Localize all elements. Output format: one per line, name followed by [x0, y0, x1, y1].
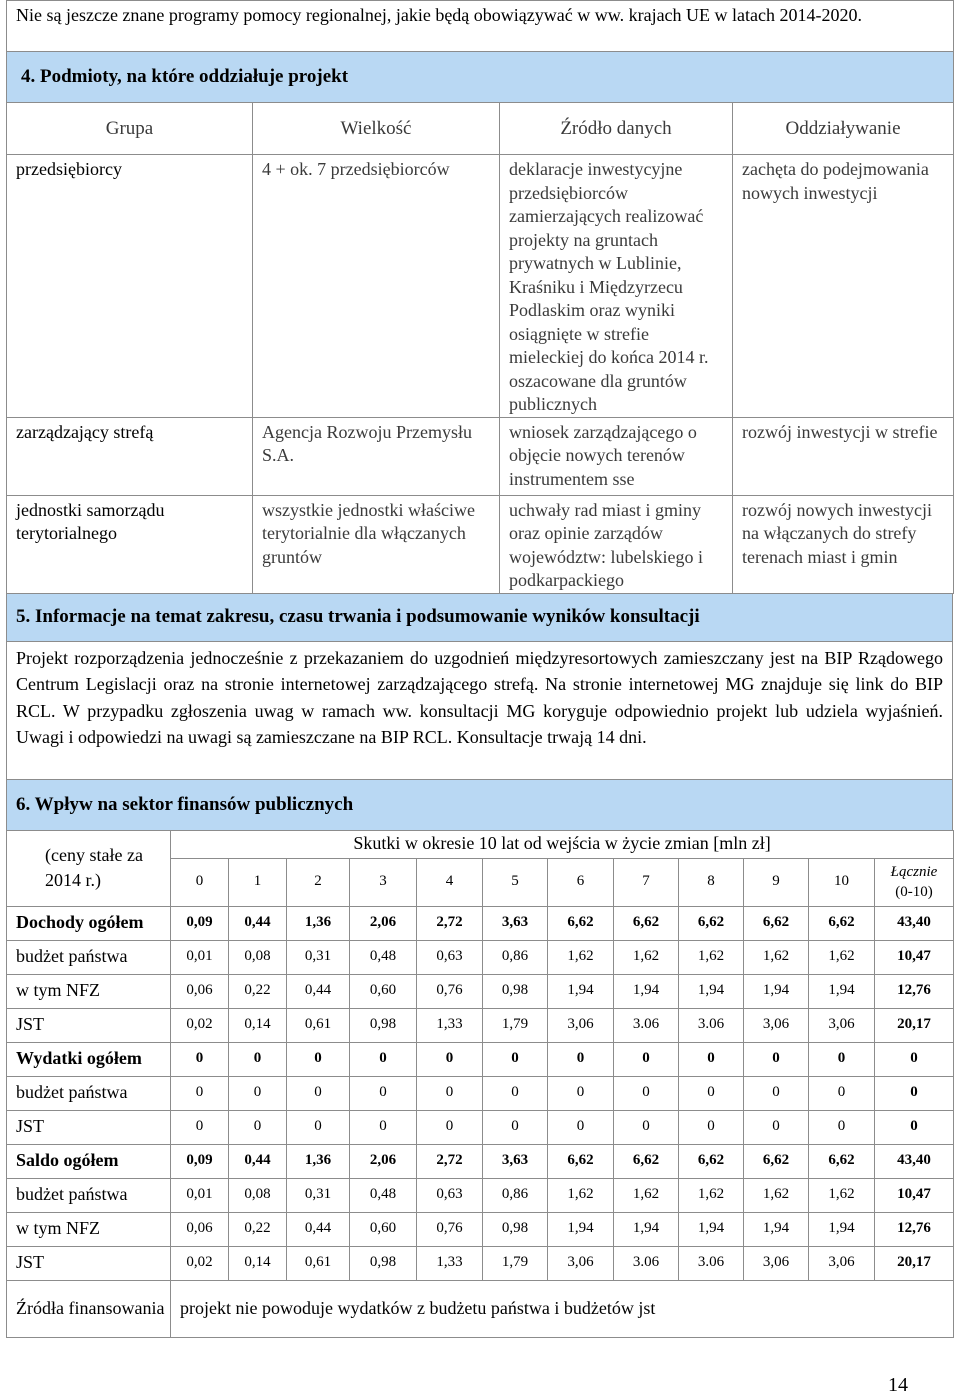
value-cell: 0 [809, 1076, 875, 1110]
cell-grupa: przedsiębiorcy [7, 155, 253, 418]
value-cell: 0 [287, 1110, 350, 1144]
value-cell: 1,94 [679, 974, 744, 1008]
cell-zrodlo: deklaracje inwestycyjne przedsiębiorców zamierzających realizować projekty na gruntach prywatnych w Lublinie, Kraśniku i Międzyrzecu Podlaskim oraz wyniki osiągnięte w strefie mieleckiej do końca 2014 r. oszacowane dla gruntów publicznych [500, 155, 733, 418]
value-cell: 0,44 [229, 906, 287, 940]
total-cell: 43,40 [875, 1144, 954, 1178]
year-header: 1 [229, 858, 287, 906]
value-cell: 0 [417, 1110, 483, 1144]
section6-title: 6. Wpływ na sektor finansów publicznych [7, 779, 953, 830]
value-cell: 0,63 [417, 1178, 483, 1212]
value-cell: 0,31 [287, 1178, 350, 1212]
row-label: JST [7, 1246, 171, 1280]
value-cell: 6,62 [614, 906, 679, 940]
value-cell: 0,61 [287, 1008, 350, 1042]
row-label: Dochody ogółem [7, 906, 171, 940]
cell-wielkosc: Agencja Rozwoju Przemysłu S.A. [253, 417, 500, 495]
value-cell: 0,08 [229, 940, 287, 974]
value-cell: 6,62 [809, 1144, 875, 1178]
value-cell: 1,62 [614, 1178, 679, 1212]
effects-header: Skutki w okresie 10 lat od wejścia w życie zmian [mln zł] [171, 830, 954, 858]
table-row [7, 495, 954, 593]
total-header [875, 858, 954, 906]
value-cell: 0 [229, 1076, 287, 1110]
table-row [7, 1076, 954, 1110]
row-label: Wydatki ogółem [7, 1042, 171, 1076]
value-cell: 0,44 [229, 1144, 287, 1178]
value-cell: 1,94 [548, 1212, 614, 1246]
value-cell: 0,98 [350, 1008, 417, 1042]
value-cell: 0,14 [229, 1008, 287, 1042]
value-cell: 0,98 [483, 1212, 548, 1246]
col-header-oddzialywanie: Oddziaływanie [733, 103, 954, 155]
cell-grupa: jednostki samorządu terytorialnego [7, 495, 253, 593]
section4-title: 4. Podmioty, na które oddziałuje projekt [7, 52, 954, 103]
year-header: 3 [350, 858, 417, 906]
value-cell: 0 [809, 1042, 875, 1076]
value-cell: 1,94 [744, 974, 809, 1008]
cell-wielkosc: wszystkie jednostki właściwe terytorialnie dla włączanych gruntów [253, 495, 500, 593]
price-basis-label: (ceny stałe za 2014 r.) [7, 830, 171, 906]
value-cell: 2,72 [417, 1144, 483, 1178]
table-row [7, 1110, 954, 1144]
value-cell: 0,06 [171, 974, 229, 1008]
value-cell: 0 [809, 1110, 875, 1144]
value-cell: 3,06 [548, 1246, 614, 1280]
value-cell: 0 [483, 1076, 548, 1110]
section4-table [6, 0, 954, 594]
value-cell: 0 [171, 1042, 229, 1076]
table-row [7, 1008, 954, 1042]
value-cell: 0,76 [417, 974, 483, 1008]
table-row [7, 155, 954, 418]
value-cell: 3,06 [809, 1246, 875, 1280]
value-cell: 1,62 [548, 1178, 614, 1212]
value-cell: 1,62 [744, 1178, 809, 1212]
value-cell: 6,62 [548, 906, 614, 940]
sources-label: Źródła finansowania [7, 1280, 171, 1337]
value-cell: 1,62 [809, 1178, 875, 1212]
value-cell: 0 [350, 1076, 417, 1110]
value-cell: 0 [679, 1110, 744, 1144]
value-cell: 1,36 [287, 906, 350, 940]
value-cell: 6,62 [614, 1144, 679, 1178]
value-cell: 1,62 [679, 1178, 744, 1212]
value-cell: 0 [350, 1110, 417, 1144]
value-cell: 2,06 [350, 1144, 417, 1178]
value-cell: 0,63 [417, 940, 483, 974]
cell-oddzialywanie: rozwój nowych inwestycji na włączanych do strefy terenach miast i gmin [733, 495, 954, 593]
value-cell: 6,62 [809, 906, 875, 940]
value-cell: 0,86 [483, 1178, 548, 1212]
value-cell: 1,33 [417, 1008, 483, 1042]
value-cell: 1,94 [614, 974, 679, 1008]
value-cell: 0 [614, 1076, 679, 1110]
value-cell: 0,60 [350, 974, 417, 1008]
row-label: budżet państwa [7, 1178, 171, 1212]
value-cell: 1,62 [614, 940, 679, 974]
value-cell: 3.06 [614, 1246, 679, 1280]
value-cell: 0,31 [287, 940, 350, 974]
table-row [7, 906, 954, 940]
total-cell: 20,17 [875, 1008, 954, 1042]
value-cell: 0 [171, 1110, 229, 1144]
value-cell: 1,79 [483, 1246, 548, 1280]
value-cell: 1,62 [548, 940, 614, 974]
table-row [7, 1144, 954, 1178]
value-cell: 0 [417, 1042, 483, 1076]
value-cell: 1,62 [679, 940, 744, 974]
value-cell: 0 [744, 1076, 809, 1110]
value-cell: 0,44 [287, 974, 350, 1008]
value-cell: 0 [287, 1042, 350, 1076]
value-cell: 3,06 [809, 1008, 875, 1042]
section5-table [6, 593, 953, 831]
value-cell: 6,62 [679, 906, 744, 940]
value-cell: 0,01 [171, 1178, 229, 1212]
row-label: JST [7, 1008, 171, 1042]
value-cell: 0 [548, 1110, 614, 1144]
value-cell: 0 [483, 1042, 548, 1076]
row-label: w tym NFZ [7, 1212, 171, 1246]
value-cell: 6,62 [744, 906, 809, 940]
value-cell: 0,01 [171, 940, 229, 974]
total-label: Łącznie [890, 864, 938, 880]
intro-paragraph: Nie są jeszcze znane programy pomocy regionalnej, jakie będą obowiązywać w ww. krajach UE w latach 2014-2020. [7, 1, 954, 52]
value-cell: 0 [171, 1076, 229, 1110]
value-cell: 0,76 [417, 1212, 483, 1246]
value-cell: 0 [483, 1110, 548, 1144]
value-cell: 6,62 [744, 1144, 809, 1178]
value-cell: 2,72 [417, 906, 483, 940]
value-cell: 0 [679, 1076, 744, 1110]
value-cell: 0 [744, 1110, 809, 1144]
value-cell: 1,36 [287, 1144, 350, 1178]
total-cell: 10,47 [875, 940, 954, 974]
total-cell: 20,17 [875, 1246, 954, 1280]
total-cell: 0 [875, 1110, 954, 1144]
table-row [7, 1042, 954, 1076]
cell-zrodlo: wniosek zarządzającego o objęcie nowych terenów instrumentem sse [500, 417, 733, 495]
total-cell: 12,76 [875, 974, 954, 1008]
value-cell: 1,62 [744, 940, 809, 974]
sources-text: projekt nie powoduje wydatków z budżetu państwa i budżetów jst [171, 1280, 954, 1337]
row-label: JST [7, 1110, 171, 1144]
value-cell: 3,06 [548, 1008, 614, 1042]
value-cell: 3,06 [744, 1246, 809, 1280]
value-cell: 0 [350, 1042, 417, 1076]
total-cell: 43,40 [875, 906, 954, 940]
value-cell: 1,79 [483, 1008, 548, 1042]
value-cell: 3,63 [483, 906, 548, 940]
value-cell: 0,48 [350, 940, 417, 974]
value-cell: 0 [287, 1076, 350, 1110]
total-cell: 0 [875, 1042, 954, 1076]
table-row [7, 1246, 954, 1280]
value-cell: 3.06 [614, 1008, 679, 1042]
value-cell: 0,61 [287, 1246, 350, 1280]
year-header: 5 [483, 858, 548, 906]
value-cell: 0 [548, 1076, 614, 1110]
year-header: 7 [614, 858, 679, 906]
value-cell: 0,98 [350, 1246, 417, 1280]
year-header: 0 [171, 858, 229, 906]
value-cell: 0 [548, 1042, 614, 1076]
value-cell: 0,48 [350, 1178, 417, 1212]
value-cell: 3.06 [679, 1008, 744, 1042]
table-row [7, 1178, 954, 1212]
year-header: 8 [679, 858, 744, 906]
year-header: 9 [744, 858, 809, 906]
value-cell: 2,06 [350, 906, 417, 940]
col-header-wielkosc: Wielkość [253, 103, 500, 155]
value-cell: 0,09 [171, 906, 229, 940]
value-cell: 0,86 [483, 940, 548, 974]
year-header: 4 [417, 858, 483, 906]
value-cell: 1,94 [809, 1212, 875, 1246]
value-cell: 0 [229, 1042, 287, 1076]
value-cell: 1,94 [548, 974, 614, 1008]
value-cell: 0 [614, 1042, 679, 1076]
page-number: 14 [888, 1374, 908, 1396]
col-header-zrodlo: Źródło danych [500, 103, 733, 155]
total-range: (0-10) [895, 884, 933, 900]
value-cell: 1,94 [679, 1212, 744, 1246]
value-cell: 3.06 [679, 1246, 744, 1280]
table-row [7, 940, 954, 974]
cell-grupa: zarządzający strefą [7, 417, 253, 495]
value-cell: 0 [679, 1042, 744, 1076]
row-label: w tym NFZ [7, 974, 171, 1008]
total-cell: 12,76 [875, 1212, 954, 1246]
section5-title: 5. Informacje na temat zakresu, czasu trwania i podsumowanie wyników konsultacji [7, 593, 953, 641]
value-cell: 0,02 [171, 1008, 229, 1042]
year-header: 2 [287, 858, 350, 906]
value-cell: 1,33 [417, 1246, 483, 1280]
value-cell: 0 [614, 1110, 679, 1144]
col-header-grupa: Grupa [7, 103, 253, 155]
year-header: 6 [548, 858, 614, 906]
table-row [7, 1212, 954, 1246]
row-label: budżet państwa [7, 1076, 171, 1110]
value-cell: 1,94 [744, 1212, 809, 1246]
value-cell: 0,02 [171, 1246, 229, 1280]
value-cell: 6,62 [679, 1144, 744, 1178]
value-cell: 0,22 [229, 974, 287, 1008]
value-cell: 0,44 [287, 1212, 350, 1246]
total-cell: 0 [875, 1076, 954, 1110]
value-cell: 0 [417, 1076, 483, 1110]
table-row [7, 974, 954, 1008]
value-cell: 1,94 [809, 974, 875, 1008]
consultation-paragraph: Projekt rozporządzenia jednocześnie z przekazaniem do uzgodnień międzyresortowych zamieszczany jest na BIP Rządowego Centrum Legislacji oraz na stronie internetowej zarządzającego strefą. Na stronie internetowej MG znajduje się link do BIP RCL. W przypadku zgłoszenia uwag w ramach ww. konsultacji MG koryguje odpowiednio projekt lub udziela wyjaśnień. Uwagi i odpowiedzi na uwagi są zamieszczane na BIP RCL. Konsultacje trwają 14 dni. [7, 641, 953, 779]
value-cell: 0,06 [171, 1212, 229, 1246]
total-cell: 10,47 [875, 1178, 954, 1212]
finance-table [6, 830, 954, 1338]
cell-oddzialywanie: zachęta do podejmowania nowych inwestycji [733, 155, 954, 418]
value-cell: 0,60 [350, 1212, 417, 1246]
cell-wielkosc: 4 + ok. 7 przedsiębiorców [253, 155, 500, 418]
value-cell: 0,98 [483, 974, 548, 1008]
row-label: Saldo ogółem [7, 1144, 171, 1178]
value-cell: 0,08 [229, 1178, 287, 1212]
value-cell: 1,62 [809, 940, 875, 974]
value-cell: 0,22 [229, 1212, 287, 1246]
document-page [6, 0, 953, 1338]
value-cell: 0,14 [229, 1246, 287, 1280]
value-cell: 3,63 [483, 1144, 548, 1178]
value-cell: 0,09 [171, 1144, 229, 1178]
cell-oddzialywanie: rozwój inwestycji w strefie [733, 417, 954, 495]
value-cell: 1,94 [614, 1212, 679, 1246]
value-cell: 3,06 [744, 1008, 809, 1042]
year-header: 10 [809, 858, 875, 906]
cell-zrodlo: uchwały rad miast i gminy oraz opinie zarządów województw: lubelskiego i podkarpackiego [500, 495, 733, 593]
table-row [7, 417, 954, 495]
value-cell: 0 [229, 1110, 287, 1144]
value-cell: 6,62 [548, 1144, 614, 1178]
value-cell: 0 [744, 1042, 809, 1076]
row-label: budżet państwa [7, 940, 171, 974]
